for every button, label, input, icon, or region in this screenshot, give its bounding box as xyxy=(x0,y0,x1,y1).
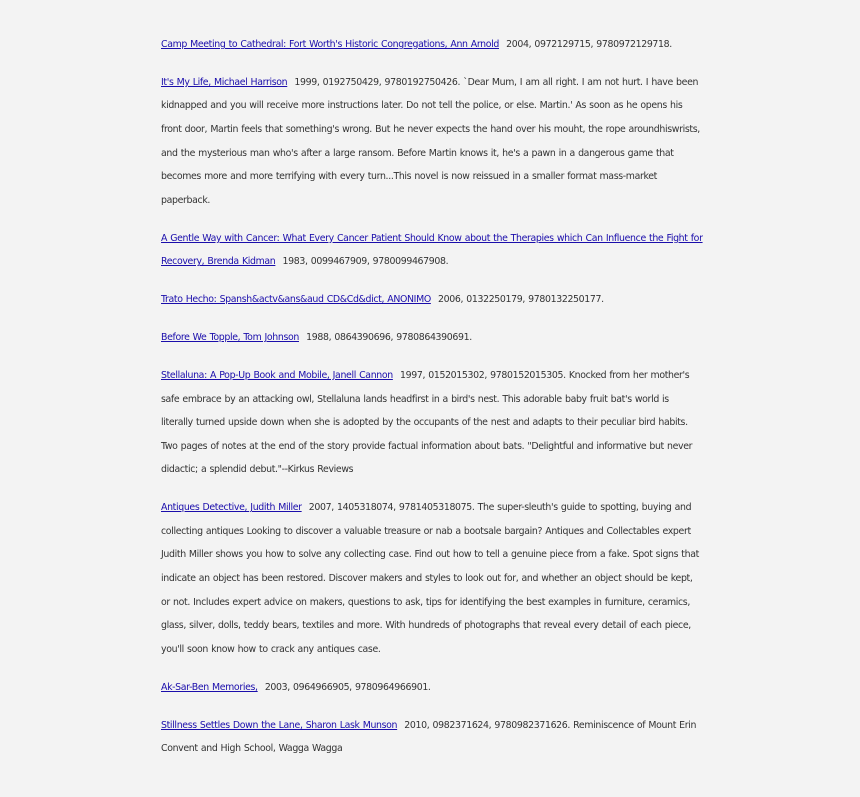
list-item xyxy=(161,364,703,482)
book-details: 1983, 0099467909, 9780099467908. xyxy=(282,256,449,268)
book-details: 2006, 0132250179, 9780132250177. xyxy=(438,294,604,306)
book-title-link[interactable]: Trato Hecho: Spansh&actv&ans&aud CD&Cd&dict, ANONIMO xyxy=(161,294,431,306)
list-item xyxy=(161,496,703,661)
list-item xyxy=(161,676,703,700)
book-title-link[interactable]: Stellaluna: A Pop-Up Book and Mobile, Janell Cannon xyxy=(161,370,393,382)
book-details: 1988, 0864390696, 9780864390691. xyxy=(306,332,472,344)
book-details: 1997, 0152015302, 9780152015305. Knocked from her mother's safe embrace by an attacking owl, Stellaluna lands headfirst in a bird's nest. This adorable baby fruit bat's world is literally turned upside down when she is adopted by the occupants of the nest and adapts to their peculiar bird habits. Two pages of notes at the end of the story provide factual information about bats. "Delightful and informative but never didactic; a splendid debut."--Kirkus Reviews xyxy=(161,370,693,476)
book-title-link[interactable]: Antiques Detective, Judith Miller xyxy=(161,502,302,514)
list-item xyxy=(161,71,703,213)
book-listing xyxy=(161,33,703,775)
book-title-link[interactable]: Stillness Settles Down the Lane, Sharon Lask Munson xyxy=(161,719,398,731)
book-details: 2003, 0964966905, 9780964966901. xyxy=(264,681,431,693)
book-title-link[interactable]: A Gentle Way with Cancer: What Every Cancer Patient Should Know about the Therapies which Can Influence the Fight for Recovery, Brenda Kidman xyxy=(161,232,703,268)
book-details: 2010, 0982371624, 9780982371626. Reminiscence of Mount Erin Convent and High School, Wagga Wagga xyxy=(161,719,697,755)
book-title-link[interactable]: It's My Life, Michael Harrison xyxy=(161,76,288,88)
book-title-link[interactable]: Ak-Sar-Ben Memories, xyxy=(161,681,258,693)
book-details: 2004, 0972129715, 9780972129718. xyxy=(506,39,672,50)
list-item xyxy=(161,326,703,350)
list-item xyxy=(161,33,703,57)
book-details: 2007, 1405318074, 9781405318075. The super-sleuth's guide to spotting, buying and collecting antiques Looking to discover a valuable treasure or nab a bootsale bargain? Antiques and Collectables expert Judith Miller shows you how to solve any collecting case. Find out how to tell a genuine piece from a fake. Spot signs that indicate an object has been restored. Discover makers and styles to look out for, and whether an object should be kept, or not. Includes expert advice on makers, questions to ask, tips for identifying the best examples in furniture, ceramics, glass, silver, dolls, teddy bears, textiles and more. With hundreds of photographs that reveal every detail of each piece, you'll soon know how to crack any antiques case. xyxy=(161,502,699,655)
list-item xyxy=(161,288,703,312)
book-title-link[interactable]: Before We Topple, Tom Johnson xyxy=(161,332,299,344)
book-title-link[interactable]: Camp Meeting to Cathedral: Fort Worth's Historic Congregations, Ann Arnold xyxy=(161,39,500,50)
list-item xyxy=(161,714,703,761)
list-item xyxy=(161,227,703,274)
book-details: 1999, 0192750429, 9780192750426. `Dear Mum, I am all right. I am not hurt. I have been kidnapped and you will receive more instructions later. Do not tell the police, or else. Martin.' As soon as he opens his front door, Martin feels that something's wrong. But he never expects the hand over his mouht, the rope aroundhiswrists, and the mysterious man who's after a large ransom. Before Martin knows it, he's a pawn in a dangerous game that becomes more and more terrifying with every turn...This novel is now reissued in a smaller format mass-market paperback. xyxy=(161,76,700,206)
